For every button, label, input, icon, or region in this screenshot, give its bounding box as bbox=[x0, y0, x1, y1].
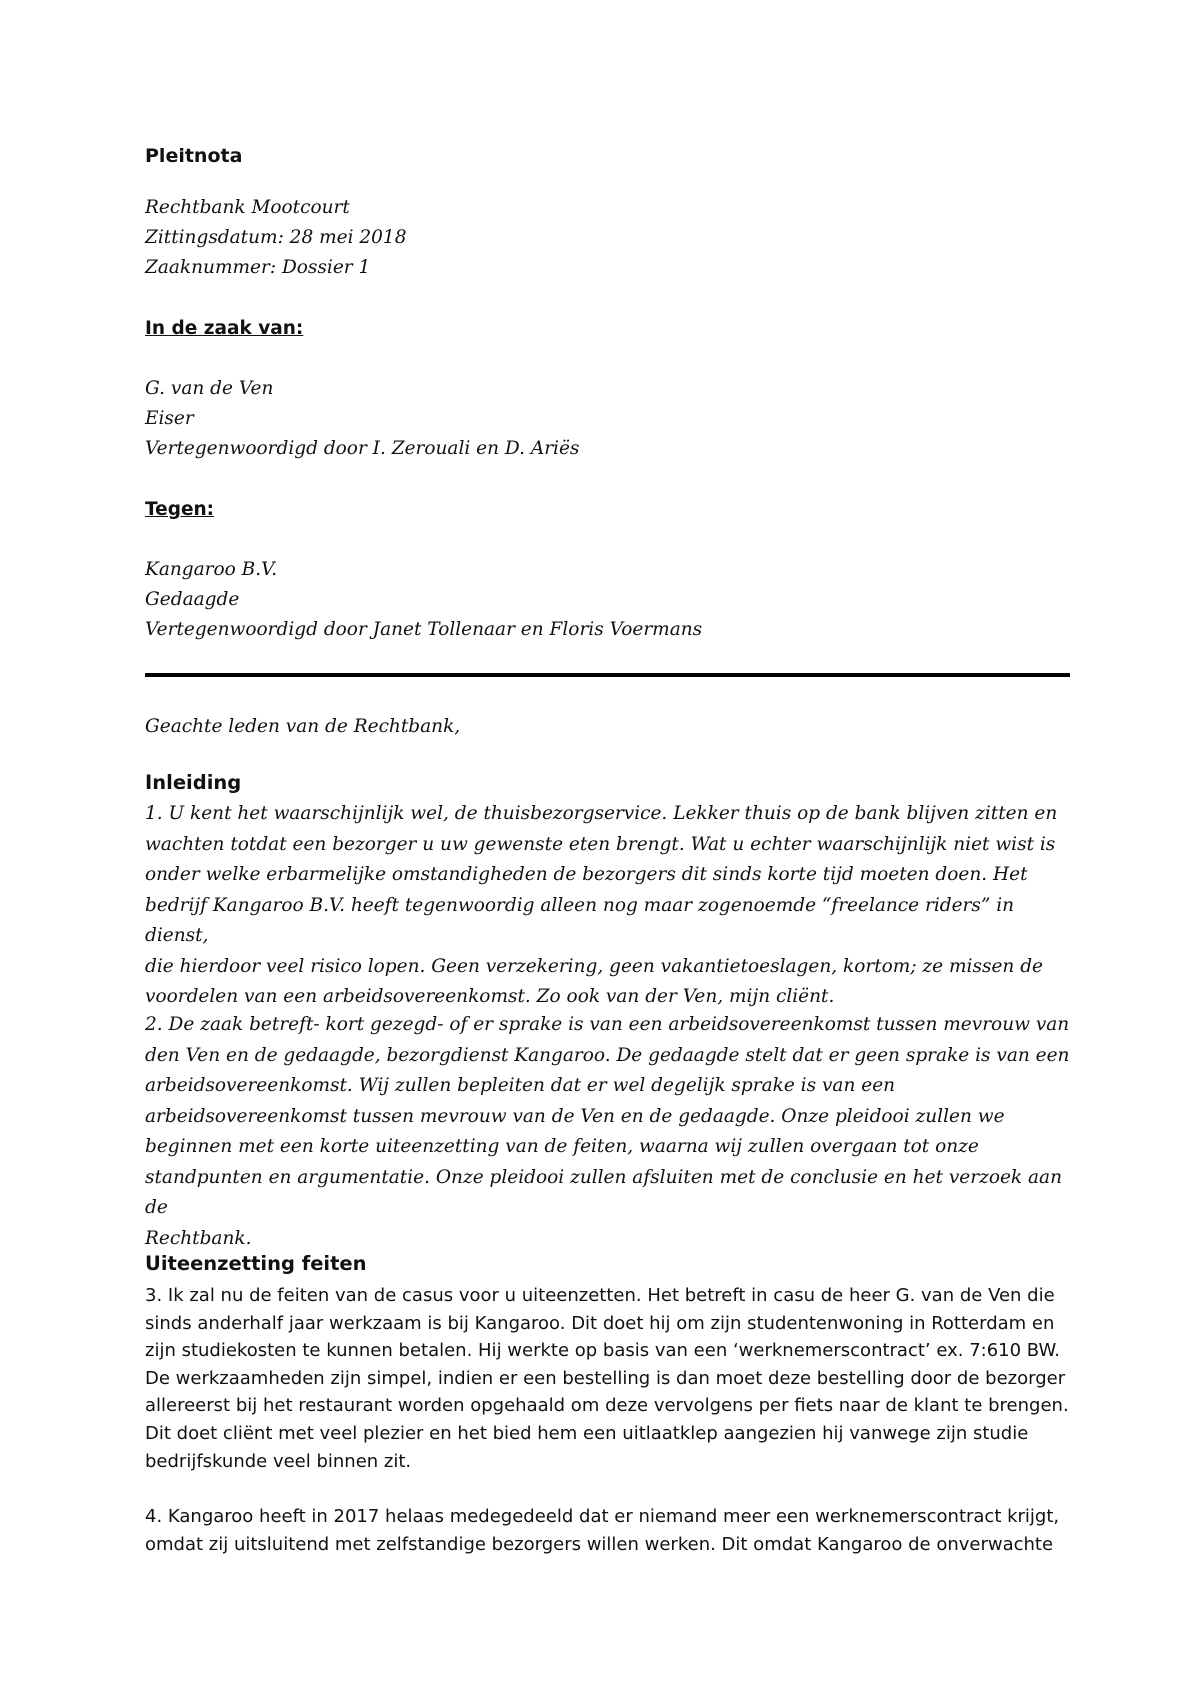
paragraph-line: bedrijfskunde veel binnen zit. bbox=[145, 1450, 412, 1472]
paragraph-line: den Ven en de gedaagde, bezorgdienst Kangaroo. De gedaagde stelt dat er geen sprake is van een bbox=[145, 1044, 1070, 1066]
defendant-representatives: Vertegenwoordigd door Janet Tollenaar en Floris Voermans bbox=[145, 619, 703, 640]
heading-uiteenzetting-feiten: Uiteenzetting feiten bbox=[145, 1252, 367, 1275]
hearing-date: Zittingsdatum: 28 mei 2018 bbox=[145, 227, 407, 248]
paragraph-line: omdat zij uitsluitend met zelfstandige bezorgers willen werken. Dit omdat Kangaroo de onverwachte bbox=[145, 1533, 1054, 1555]
horizontal-rule bbox=[145, 673, 1070, 677]
plaintiff-role: Eiser bbox=[145, 408, 194, 429]
paragraph-line: die hierdoor veel risico lopen. Geen verzekering, geen vakantietoeslagen, kortom; ze missen de bbox=[145, 955, 1043, 977]
paragraph-line: arbeidsovereenkomst tussen mevrouw van de Ven en de gedaagde. Onze pleidooi zullen we bbox=[145, 1105, 1005, 1127]
paragraph-line: zijn studiekosten te kunnen betalen. Hij werkte op basis van een ‘werknemerscontract’ ex. 7:610 BW. bbox=[145, 1340, 1060, 1362]
paragraph-line: Rechtbank. bbox=[145, 1227, 252, 1249]
paragraph-line: standpunten en argumentatie. Onze pleidooi zullen afsluiten met de conclusie en het verzoek aan de bbox=[145, 1166, 1062, 1218]
plaintiff-representatives: Vertegenwoordigd door I. Zerouali en D. Ariës bbox=[145, 438, 580, 459]
paragraph-line: 3. Ik zal nu de feiten van de casus voor u uiteenzetten. Het betreft in casu de heer G. van de Ven die bbox=[145, 1285, 1055, 1306]
document-title: Pleitnota bbox=[145, 145, 243, 167]
paragraph-1 bbox=[145, 799, 1070, 1013]
case-number: Zaaknummer: Dossier 1 bbox=[145, 257, 371, 278]
paragraph-3 bbox=[145, 1282, 1070, 1475]
paragraph-line: 4. Kangaroo heeft in 2017 helaas medegedeeld dat er niemand meer een werknemerscontract krijgt, bbox=[145, 1506, 1060, 1527]
heading-inleiding: Inleiding bbox=[145, 771, 242, 794]
defendant-name: Kangaroo B.V. bbox=[145, 559, 278, 580]
paragraph-4 bbox=[145, 1503, 1070, 1558]
salutation: Geachte leden van de Rechtbank, bbox=[145, 716, 461, 737]
paragraph-line: allereerst bij het restaurant worden opgehaald om deze vervolgens per fiets naar de klant te brengen. bbox=[145, 1395, 1069, 1417]
paragraph-line: bedrijf Kangaroo B.V. heeft tegenwoordig alleen nog maar zogenoemde “freelance riders” in dienst, bbox=[145, 894, 1015, 946]
plaintiff-label: In de zaak van: bbox=[145, 318, 304, 339]
paragraph-line: voordelen van een arbeidsovereenkomst. Zo ook van der Ven, mijn cliënt. bbox=[145, 986, 835, 1007]
paragraph-2 bbox=[145, 1010, 1070, 1254]
paragraph-line: arbeidsovereenkomst. Wij zullen bepleiten dat er wel degelijk sprake is van een bbox=[145, 1075, 896, 1096]
defendant-label: Tegen: bbox=[145, 499, 215, 520]
paragraph-line: 2. De zaak betreft- kort gezegd- of er sprake is van een arbeidsovereenkomst tussen mevrouw van bbox=[145, 1014, 1070, 1035]
paragraph-line: onder welke erbarmelijke omstandigheden de bezorgers dit sinds korte tijd moeten doen. Het bbox=[145, 864, 1028, 885]
paragraph-line: wachten totdat een bezorger u uw gewenste eten brengt. Wat u echter waarschijnlijk niet wist is bbox=[145, 833, 1056, 855]
plaintiff-name: G. van de Ven bbox=[145, 378, 274, 399]
defendant-role: Gedaagde bbox=[145, 589, 240, 610]
paragraph-line: 1. U kent het waarschijnlijk wel, de thuisbezorgservice. Lekker thuis op de bank blijven zitten en bbox=[145, 803, 1058, 824]
court-name: Rechtbank Mootcourt bbox=[145, 197, 350, 218]
paragraph-line: sinds anderhalf jaar werkzaam is bij Kangaroo. Dit doet hij om zijn studentenwoning in Rotterdam en bbox=[145, 1312, 1055, 1334]
paragraph-line: beginnen met een korte uiteenzetting van de feiten, waarna wij zullen overgaan tot onze bbox=[145, 1136, 979, 1157]
paragraph-line: De werkzaamheden zijn simpel, indien er een bestelling is dan moet deze bestelling door de bezorger bbox=[145, 1367, 1066, 1389]
paragraph-line: Dit doet cliënt met veel plezier en het bied hem een uitlaatklep aangezien hij vanwege zijn studie bbox=[145, 1422, 1029, 1444]
